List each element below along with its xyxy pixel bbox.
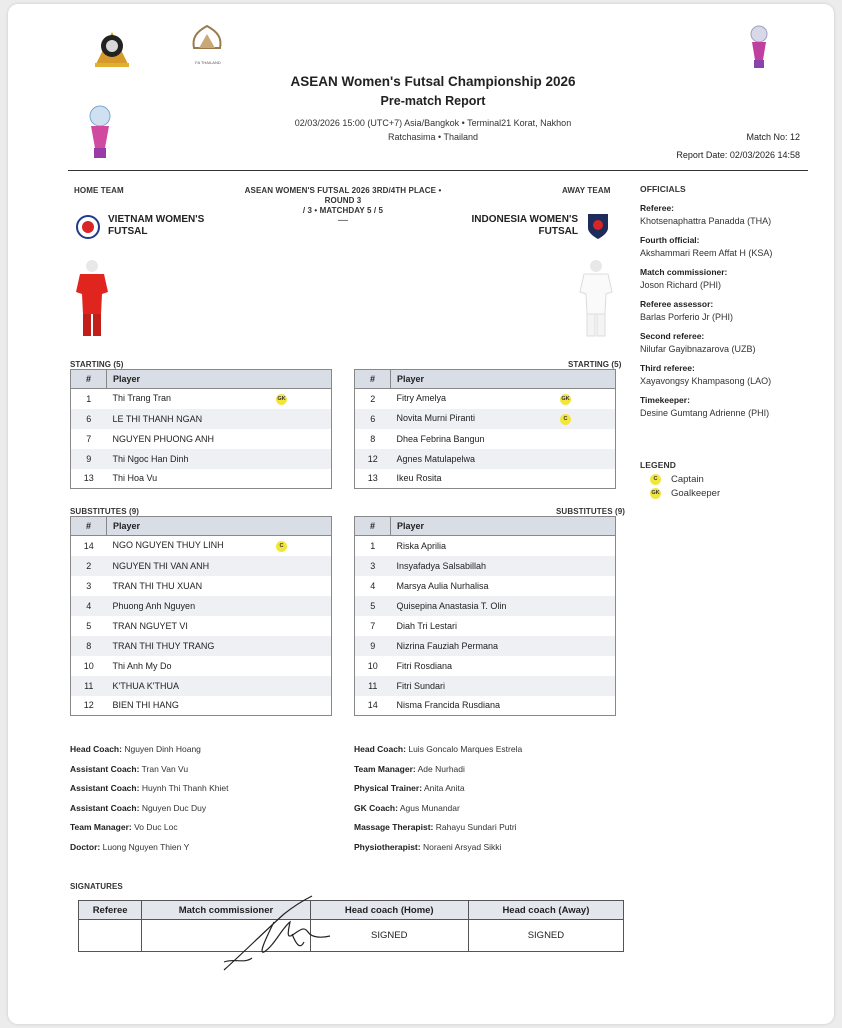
away-staff-list [354,740,624,857]
staff-entry [70,799,340,819]
sig-referee [79,920,142,952]
official-name: Xayavongsy Khampasong (LAO) [640,376,772,386]
player-name: BIEN THI HANG [112,700,179,711]
officials-title: OFFICIALS [640,184,686,194]
player-cell [391,389,616,409]
home-starting-label: STARTING (5) [70,360,124,369]
vietnam-crest-icon [76,214,100,240]
staff-entry [70,838,340,858]
report-subtitle: Pre-match Report [380,94,486,108]
staff-role: Head Coach: [354,744,406,754]
player-number: 13 [367,473,378,484]
staff-role: Assistant Coach: [70,802,140,813]
player-number: 8 [370,433,376,444]
player-name: Quisepina Anastasia T. Olin [396,600,507,611]
home-subs-table [70,516,332,716]
player-name: K'THUA K'THUA [112,680,179,691]
sig-header-home-coach: Head coach (Home) [310,901,468,920]
handwritten-signature [204,892,354,976]
player-number: 13 [83,473,94,484]
player-cell [107,696,332,716]
sig-home-coach: SIGNED [310,920,468,952]
official-role: Second referee: [640,331,705,341]
captain-badge-icon: C [650,474,661,485]
indonesia-crest-icon [586,212,610,240]
signatures-title: SIGNATURES [70,882,123,891]
official-name: Akshammari Reem Affat H (KSA) [640,248,773,258]
official-name: Nilufar Gayibnazarova (UZB) [640,344,756,354]
player-number: 7 [86,433,92,444]
staff-role: Team Manager: [354,763,416,774]
player-cell [107,576,332,596]
player-cell [391,469,616,489]
captain-badge-icon: C [560,414,571,425]
player-number: 5 [86,620,92,631]
col-player-header: Player [391,370,616,389]
player-number: 1 [86,393,92,404]
player-cell [391,616,616,636]
player-cell [107,409,332,429]
legend-item [650,488,820,499]
officials-panel [640,184,820,418]
staff-name: Agus Munandar [399,802,460,813]
official-role: Referee assessor: [640,299,714,309]
player-number: 4 [370,580,376,591]
player-cell [107,449,332,469]
officials-list [640,203,820,418]
player-cell [391,676,616,696]
official-role: Fourth official: [640,235,700,245]
match-number: Match No: 12 [746,132,800,142]
player-cell [391,576,616,596]
official-name: Joson Richard (PHI) [640,280,722,290]
table-row [71,696,332,716]
trophy-logo-icon [748,24,770,72]
player-name: Fitri Sundari [396,680,446,691]
player-name: Nisma Francida Rusdiana [396,700,501,711]
staff-role: Physiotherapist: [354,841,421,852]
home-staff-list [70,740,340,857]
player-name: Riska Aprilia [396,540,447,551]
table-row [355,556,616,576]
player-name: Fitri Rosdiana [396,660,453,671]
sig-header-commissioner: Match commissioner [142,901,310,920]
home-kit-icon [74,258,110,340]
player-cell [107,469,332,489]
datetime-venue-line2: Ratchasima • Thailand [387,132,479,142]
goalkeeper-badge-icon: GK [276,394,287,405]
player-number: 6 [355,409,391,429]
player-name: Thi Trang Tran [112,392,172,403]
player-number: 4 [71,596,107,616]
staff-entry [354,818,624,838]
player-number: 9 [71,449,107,469]
staff-name: Nguyen Duc Duy [141,802,207,813]
report-title: ASEAN Women's Futsal Championship 2026 [290,74,576,89]
player-number: 12 [355,449,391,469]
player-name: TRAN NGUYET VI [112,620,188,631]
col-player-header: Player [107,370,332,389]
staff-name: Vo Duc Loc [134,822,178,832]
player-number: 11 [355,676,391,696]
player-cell [391,636,616,656]
staff-entry [354,760,624,780]
home-starting-table [70,369,332,489]
player-name: Phuong Anh Nguyen [112,600,196,611]
table-row [355,656,616,676]
table-row [355,409,616,429]
player-cell [391,536,616,556]
player-name: Nizrina Fauziah Permana [396,640,499,651]
official-name: Khotsenaphattra Panadda (THA) [640,216,772,226]
staff-name: Tran Van Vu [141,763,189,774]
table-row [71,596,332,616]
header-divider [68,170,808,171]
player-cell [107,536,332,556]
player-name: NGO NGUYEN THUY LINH [112,539,224,550]
away-team-name [468,214,578,238]
staff-role: Doctor: [70,841,101,852]
staff-role: Assistant Coach: [70,763,140,774]
goalkeeper-badge-icon: GK [560,394,571,405]
table-row [355,636,616,656]
staff-entry [354,740,624,760]
player-number: 14 [367,700,378,711]
official-entry [640,395,820,418]
player-number: 3 [86,580,92,591]
player-cell [107,676,332,696]
goalkeeper-badge-icon: GK [650,488,661,499]
table-row [355,429,616,449]
table-row [355,449,616,469]
player-number: 10 [83,660,94,671]
player-number: 5 [355,596,391,616]
table-row [71,556,332,576]
table-row [355,616,616,636]
home-team-name-line1: VIETNAM WOMEN'S [108,214,205,225]
official-role: Timekeeper: [640,395,690,405]
player-number: 11 [71,676,107,696]
player-cell [391,449,616,469]
legend-item [650,474,820,485]
player-cell [391,596,616,616]
table-row [355,676,616,696]
player-name: Agnes Matulapelwa [396,453,476,464]
captain-badge-icon: C [276,541,287,552]
player-name: Ikeu Rosita [396,473,442,484]
player-number: 3 [355,556,391,576]
staff-entry [70,740,340,760]
table-row [355,576,616,596]
player-name: Novita Murni Piranti [396,412,476,423]
player-name: Dhea Febrina Bangun [396,433,485,444]
staff-role: GK Coach: [354,802,398,813]
player-name: Thi Anh My Do [112,660,172,671]
datetime-venue-line1: 02/03/2026 15:00 (UTC+7) Asia/Bangkok • Terminal21 Korat, Nakhon [294,118,572,128]
official-role: Third referee: [640,363,695,373]
table-row [71,636,332,656]
official-entry [640,235,820,258]
away-team-name-line1: INDONESIA WOMEN'S [471,214,578,225]
fa-thailand-logo-icon [184,24,230,60]
player-name: Insyafadya Salsabillah [396,560,487,571]
player-cell [391,409,616,429]
player-cell [107,429,332,449]
sig-header-away-coach: Head coach (Away) [468,901,623,920]
col-num-header: # [355,370,391,389]
table-row [71,676,332,696]
player-cell [391,696,616,716]
table-row [71,469,332,489]
table-row [71,656,332,676]
player-cell [107,636,332,656]
table-row [71,409,332,429]
staff-entry [70,818,340,838]
legend-list [640,474,820,499]
table-row [71,449,332,469]
staff-entry [354,799,624,819]
staff-entry [354,838,624,858]
player-cell [107,389,332,409]
staff-name: Luis Goncalo Marques Estrela [408,744,523,754]
col-player-header: Player [391,517,616,536]
staff-name: Nguyen Dinh Hoang [124,744,201,754]
player-cell [391,429,616,449]
table-row [355,596,616,616]
player-number: 7 [370,620,376,631]
official-entry [640,299,820,322]
player-cell [107,656,332,676]
away-team-label: AWAY TEAM [562,186,611,195]
staff-entry [70,779,340,799]
player-name: TRAN THI THUY TRANG [112,640,215,651]
tournament-mascot-logo-icon [86,104,114,162]
staff-role: Physical Trainer: [354,783,423,793]
col-player-header: Player [107,517,332,536]
legend-panel [640,460,820,499]
staff-name: Noraeni Arsyad Sikki [422,841,502,852]
player-cell [107,556,332,576]
official-entry [640,363,820,386]
staff-name: Rahayu Sundari Putri [435,822,517,832]
player-number: 9 [355,636,391,656]
player-number: 1 [370,540,376,551]
legend-title: LEGEND [640,460,677,470]
staff-entry [70,760,340,780]
away-starting-table [354,369,616,489]
official-name: Barlas Porferio Jr (PHI) [640,312,734,322]
player-cell [391,556,616,576]
table-row [355,389,616,409]
away-subs-table [354,516,616,716]
player-name: LE THI THANH NGAN [112,413,203,424]
player-cell [391,656,616,676]
player-name: NGUYEN PHUONG ANH [112,433,215,444]
staff-entry [354,779,624,799]
staff-role: Head Coach: [70,744,122,754]
player-name: NGUYEN THI VAN ANH [112,560,210,571]
col-num-header: # [355,517,391,536]
player-name: Thi Hoa Vu [112,473,158,484]
col-num-header: # [71,517,107,536]
staff-role: Team Manager: [70,822,132,832]
staff-name: Ade Nurhadi [417,763,465,774]
report-date: Report Date: 02/03/2026 14:58 [676,150,800,160]
home-team-name-line2: FUTSAL [108,226,148,237]
legend-label: Captain [671,474,704,485]
player-number: 6 [71,409,107,429]
player-cell [107,616,332,636]
player-cell [107,596,332,616]
player-name: TRAN THI THU XUAN [112,580,203,591]
round-info [238,186,448,226]
fa-logo-text: FA THAILAND [195,60,221,65]
player-name: Fitry Amelya [396,392,447,403]
player-name: Marsya Aulia Nurhalisa [396,580,489,591]
table-row [71,576,332,596]
official-name: Desine Gumtang Adrienne (PHI) [640,408,770,418]
table-row [71,389,332,409]
player-number: 14 [83,540,94,551]
staff-name: Huynh Thi Thanh Khiet [141,783,229,793]
datetime-venue [258,116,608,144]
report-page [8,4,834,1024]
away-kit-icon [578,258,614,340]
away-starting-label: STARTING (5) [568,360,622,369]
staff-name: Anita Anita [423,783,465,793]
player-number: 8 [71,636,107,656]
player-name: Diah Tri Lestari [396,620,458,631]
staff-name: Luong Nguyen Thien Y [102,841,190,852]
table-row [355,696,616,716]
player-number: 2 [370,393,376,404]
home-team-name [108,214,204,238]
official-role: Match commissioner: [640,267,728,277]
official-role: Referee: [640,203,675,213]
player-number: 10 [367,660,378,671]
round-line1: ASEAN WOMEN'S FUTSAL 2026 3RD/4TH PLACE • ROUND 3 [244,186,442,205]
table-row [71,429,332,449]
staff-role: Assistant Coach: [70,783,140,793]
home-subs-label: SUBSTITUTES (9) [70,507,140,516]
away-team-name-line2: FUTSAL [538,226,578,237]
official-entry [640,203,820,226]
official-entry [640,331,820,354]
staff-role: Massage Therapist: [354,822,434,832]
player-number: 12 [83,700,94,711]
sig-header-referee: Referee [79,901,142,920]
player-name: Thi Ngoc Han Dinh [112,453,189,464]
table-row [71,536,332,556]
table-row [71,616,332,636]
round-line2: / 3 • MATCHDAY 5 / 5 [302,206,384,215]
table-row [355,469,616,489]
home-team-label: HOME TEAM [74,186,124,195]
table-row [355,536,616,556]
score-separator: — [337,215,349,226]
col-num-header: # [71,370,107,389]
afc-association-logo-icon [92,24,132,70]
legend-label: Goalkeeper [671,488,721,499]
player-number: 2 [71,556,107,576]
official-entry [640,267,820,290]
away-subs-label: SUBSTITUTES (9) [556,507,626,516]
sig-away-coach: SIGNED [468,920,623,952]
